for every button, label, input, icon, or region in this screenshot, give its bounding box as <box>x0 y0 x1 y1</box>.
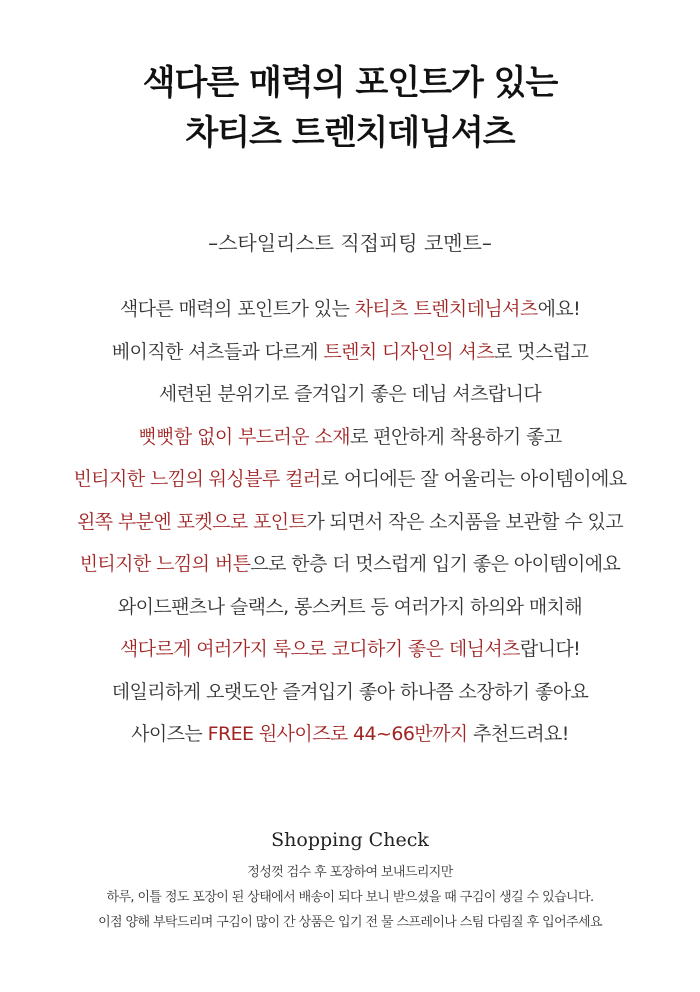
comment-text: 베이직한 셔츠들과 다르게 <box>111 340 324 363</box>
comment-line <box>0 543 700 586</box>
stylist-comment-title: –스타일리스트 직접피팅 코멘트– <box>208 231 492 255</box>
comment-highlight: 빈티지한 느낌의 버튼 <box>79 553 251 575</box>
comment-text: 색다른 매력의 포인트가 있는 <box>119 298 355 320</box>
comment-text: 로 편안하게 착용하기 좋고 <box>350 425 562 448</box>
headline-line-1: 색다른 매력의 포인트가 있는 <box>142 63 558 103</box>
shopping-note: 하루, 이틀 정도 포장이 된 상태에서 배송이 되다 보니 받으셨을 때 구김이 생길 수 있습니다. <box>106 890 594 905</box>
comment-highlight: 차티츠 트렌치데님셔츠 <box>354 298 538 320</box>
comment-line <box>0 416 700 459</box>
comment-line <box>0 671 700 714</box>
comment-line <box>0 501 700 544</box>
comment-line <box>0 331 700 374</box>
comment-text: 가 되면서 작은 소지품을 보관할 수 있고 <box>306 510 624 533</box>
stylist-comment-list <box>0 288 700 756</box>
comment-highlight: FREE 원사이즈로 44~66반까지 <box>207 723 468 745</box>
shopping-check-title: Shopping Check <box>271 829 429 851</box>
comment-highlight: 트렌치 디자인의 셔츠 <box>323 340 495 363</box>
comment-text: 세련된 분위기로 즐겨입기 좋은 데님 셔츠랍니다 <box>158 383 542 405</box>
product-headline <box>0 58 700 158</box>
comment-line <box>0 288 700 331</box>
comment-line <box>0 373 700 416</box>
comment-text: 추천드려요! <box>467 723 569 745</box>
shopping-note: 이점 양해 부탁드리며 구김이 많이 간 상품은 입기 전 물 스프레이나 스팀 다림질 후 입어주세요 <box>98 915 602 930</box>
comment-line <box>0 586 700 629</box>
shopping-note: 정성껏 검수 후 포장하여 보내드리지만 <box>247 865 453 880</box>
comment-text: 로 멋스럽고 <box>494 340 589 363</box>
comment-text: 사이즈는 <box>131 723 208 745</box>
comment-highlight: 왼쪽 부분엔 포켓으로 포인트 <box>76 510 307 533</box>
shopping-check-notes <box>0 860 700 935</box>
comment-text: 에요! <box>537 298 581 320</box>
comment-text: 와이드팬츠나 슬랙스, 롱스커트 등 여러가지 하의와 매치해 <box>117 595 583 618</box>
headline-line-2: 차티츠 트렌치데님셔츠 <box>185 113 515 153</box>
comment-highlight: 색다르게 여러가지 룩으로 코디하기 좋은 데님셔츠 <box>119 638 520 660</box>
comment-line <box>0 458 700 501</box>
comment-text: 데일리하게 오랫도안 즐겨입기 좋아 하나쯤 소장하기 좋아요 <box>111 680 589 703</box>
comment-line <box>0 713 700 756</box>
comment-highlight: 빈티지한 느낌의 워싱블루 컬러 <box>73 468 321 490</box>
comment-text: 로 어디에든 잘 어울리는 아이템이에요 <box>320 468 627 490</box>
comment-text: 랍니다! <box>519 638 581 660</box>
comment-highlight: 뻣뻣함 없이 부드러운 소재 <box>138 425 350 448</box>
comment-line <box>0 628 700 671</box>
comment-text: 으로 한층 더 멋스럽게 입기 좋은 아이템이에요 <box>250 553 621 575</box>
